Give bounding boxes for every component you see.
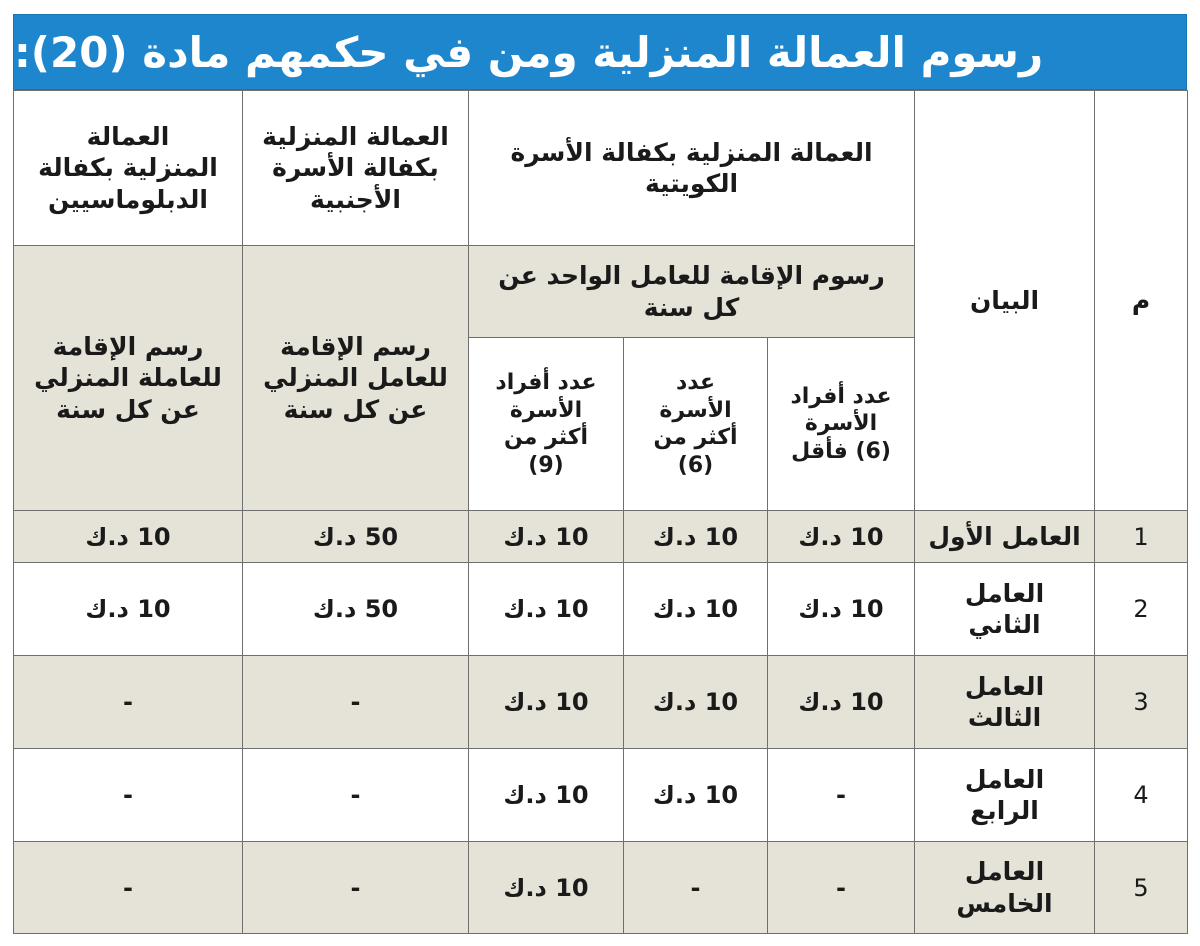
row-statement: العامل الرابع: [915, 749, 1095, 842]
fee-diplomat: -: [14, 842, 243, 934]
row-statement: العامل الثاني: [915, 563, 1095, 656]
fees-table: [13, 90, 1188, 934]
fee-foreign: 50 د.ك: [243, 563, 469, 656]
fee-family-more-6: 10 د.ك: [624, 656, 768, 749]
fee-family-6-or-less: 10 د.ك: [768, 511, 915, 563]
fee-foreign: -: [243, 656, 469, 749]
table-row: [14, 563, 1188, 656]
fee-family-more-9: 10 د.ك: [469, 511, 624, 563]
row-index: 4: [1095, 749, 1188, 842]
row-index: 2: [1095, 563, 1188, 656]
row-statement: العامل الأول: [915, 511, 1095, 563]
fee-family-6-or-less: 10 د.ك: [768, 656, 915, 749]
col-statement-header: البيان: [915, 91, 1095, 511]
fee-family-more-6: 10 د.ك: [624, 511, 768, 563]
diplomat-group-header: العمالة المنزلية بكفالة الدبلوماسيين: [14, 91, 243, 246]
kuwaiti-group-header: العمالة المنزلية بكفالة الأسرة الكويتية: [469, 91, 915, 246]
foreign-group-header: العمالة المنزلية بكفالة الأسرة الأجنبية: [243, 91, 469, 246]
table-row: [14, 842, 1188, 934]
table-row: [14, 749, 1188, 842]
fee-family-more-9: 10 د.ك: [469, 563, 624, 656]
page-title: رسوم العمالة المنزلية ومن في حكمهم مادة (20):: [14, 27, 1044, 77]
fee-diplomat: 10 د.ك: [14, 511, 243, 563]
fee-diplomat: -: [14, 749, 243, 842]
table-row: [14, 511, 1188, 563]
kuwaiti-subgroup-header: رسوم الإقامة للعامل الواحد عن كل سنة: [469, 246, 915, 338]
fee-diplomat: 10 د.ك: [14, 563, 243, 656]
fee-family-6-or-less: 10 د.ك: [768, 563, 915, 656]
row-index: 5: [1095, 842, 1188, 934]
fee-foreign: -: [243, 842, 469, 934]
title-bar: [13, 14, 1187, 90]
diplomat-fee-header: رسم الإقامة للعاملة المنزلي عن كل سنة: [14, 246, 243, 511]
col-index-header: م: [1095, 91, 1188, 511]
fee-family-more-9: 10 د.ك: [469, 656, 624, 749]
fee-family-more-6: -: [624, 842, 768, 934]
fee-family-more-6: 10 د.ك: [624, 749, 768, 842]
family-more-6-header: عدد الأسرة أكثر من (6): [624, 338, 768, 511]
fee-diplomat: -: [14, 656, 243, 749]
fee-family-more-9: 10 د.ك: [469, 749, 624, 842]
fee-family-more-9: 10 د.ك: [469, 842, 624, 934]
fee-family-6-or-less: -: [768, 842, 915, 934]
table-row: [14, 656, 1188, 749]
fee-foreign: -: [243, 749, 469, 842]
row-statement: العامل الثالث: [915, 656, 1095, 749]
row-index: 3: [1095, 656, 1188, 749]
family-6-or-less-header: عدد أفراد الأسرة (6) فأقل: [768, 338, 915, 511]
row-index: 1: [1095, 511, 1188, 563]
fee-family-more-6: 10 د.ك: [624, 563, 768, 656]
row-statement: العامل الخامس: [915, 842, 1095, 934]
header-row-1: [14, 91, 1188, 246]
fee-foreign: 50 د.ك: [243, 511, 469, 563]
family-more-9-header: عدد أفراد الأسرة أكثر من (9): [469, 338, 624, 511]
fee-family-6-or-less: -: [768, 749, 915, 842]
foreign-fee-header: رسم الإقامة للعامل المنزلي عن كل سنة: [243, 246, 469, 511]
